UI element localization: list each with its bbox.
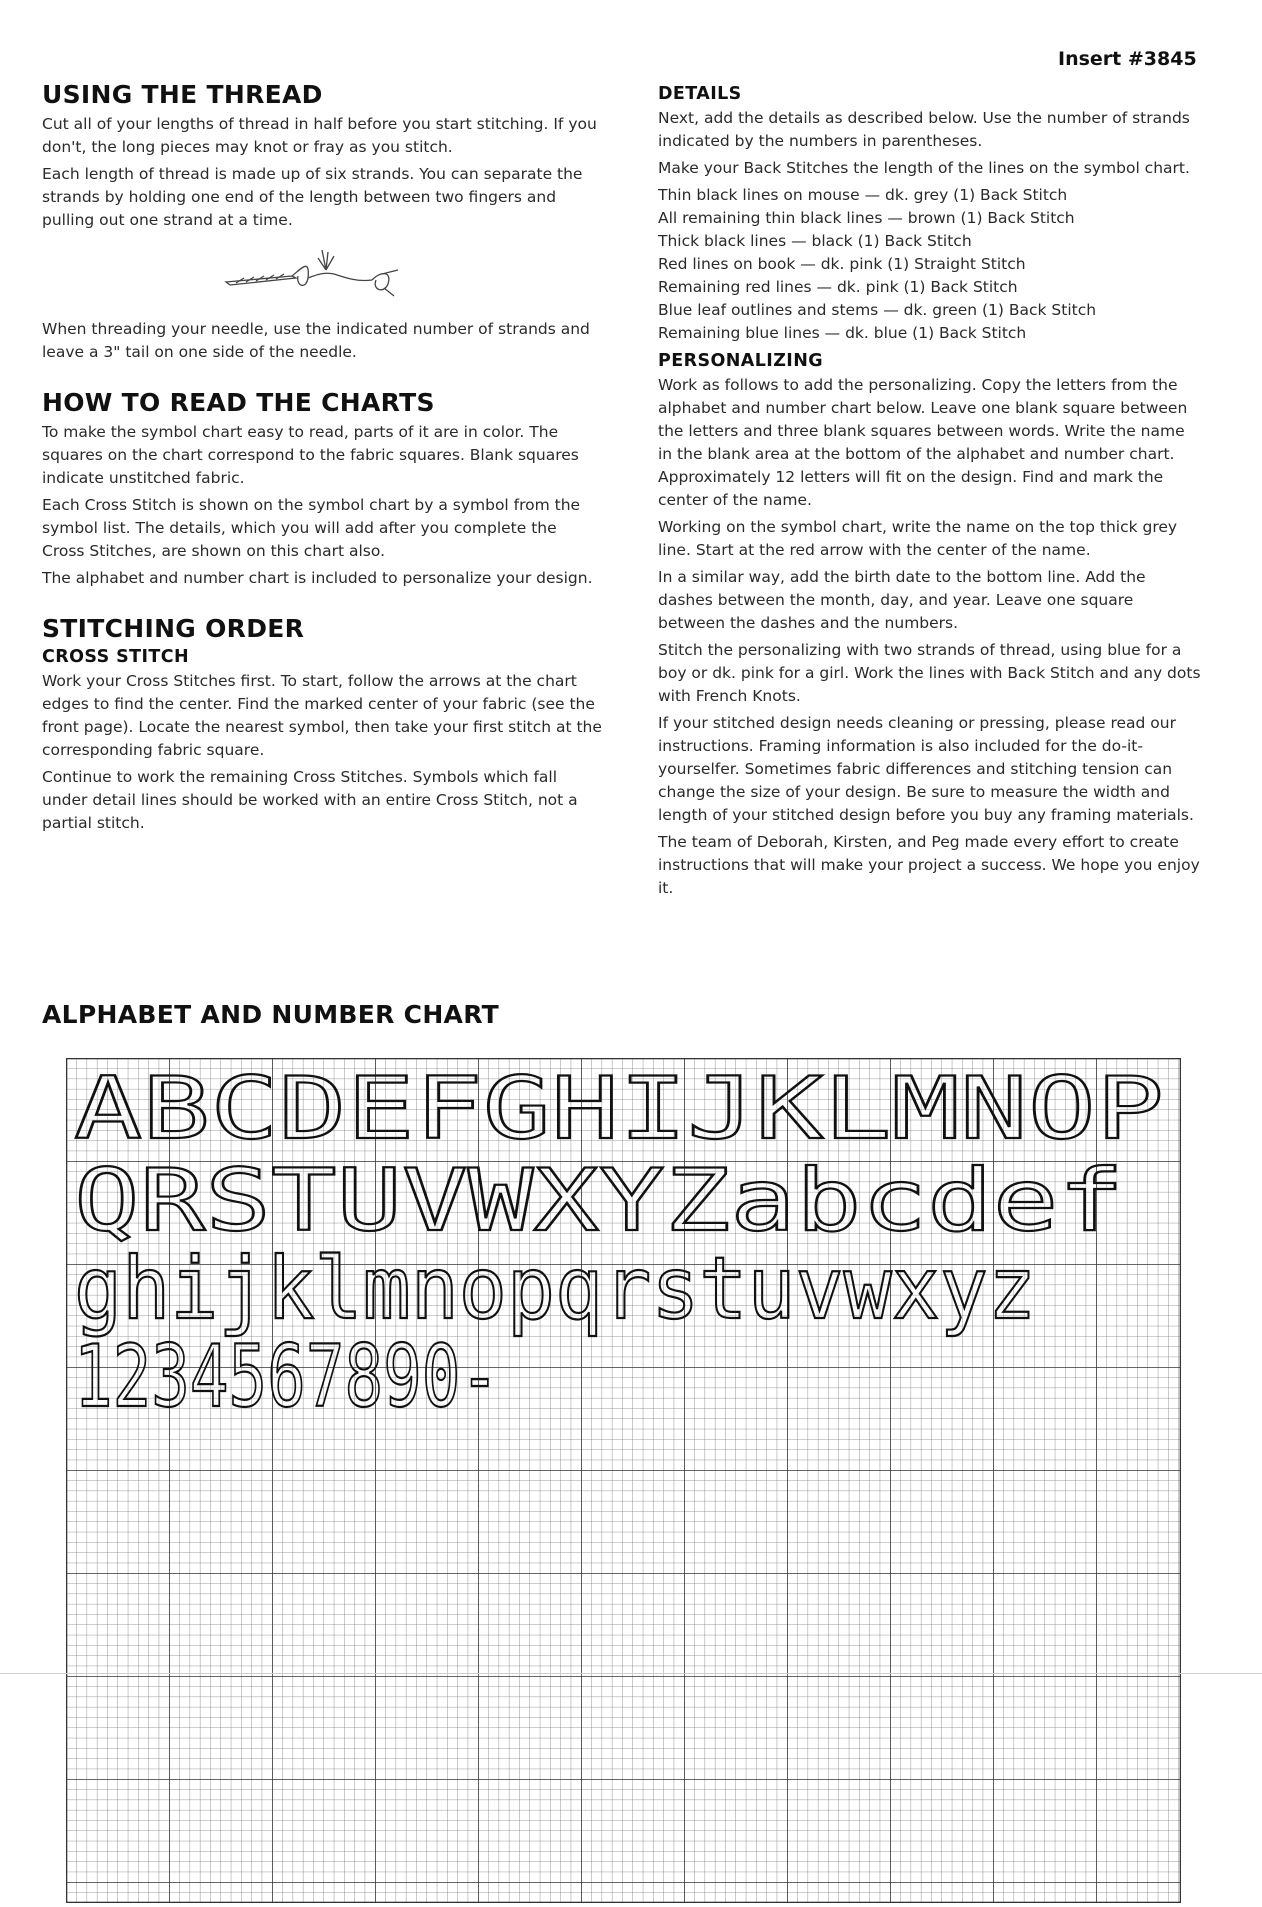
details-list	[658, 184, 1203, 345]
chart-row-lowercase: ghijklmnopqrstuvwxyz	[74, 1239, 1036, 1339]
read-charts-heading: HOW TO READ THE CHARTS	[42, 388, 435, 417]
alphabet-number-chart	[66, 1058, 1181, 1907]
details-item: Remaining red lines — dk. pink (1) Back Stitch	[658, 278, 1018, 296]
details-item: Blue leaf outlines and stems — dk. green (1) Back Stitch	[658, 301, 1097, 319]
chart-row-numbers: 1234567890-	[74, 1327, 499, 1427]
alphabet-chart-heading: ALPHABET AND NUMBER CHART	[42, 1000, 499, 1029]
right-column	[658, 84, 1203, 904]
personalizing-paragraph-5: If your stitched design needs cleaning or pressing, please read our instructions. Framing information is also included for the do-it-yourselfer. Sometimes fabric differences and stitching tension can change the size of your design. Be sure to measure the width and length of your stitched design before you buy any framing materials.	[658, 714, 1194, 824]
details-item: Red lines on book — dk. pink (1) Straight Stitch	[658, 255, 1026, 273]
charts-paragraph-2: Each Cross Stitch is shown on the symbol chart by a symbol from the symbol list. The details, which you will add after you complete the Cross Stitches, are shown on this chart also.	[42, 496, 581, 560]
details-item: Remaining blue lines — dk. blue (1) Back Stitch	[658, 324, 1027, 342]
details-item: Thick black lines — black (1) Back Stitch	[658, 232, 972, 250]
cross-paragraph-2: Continue to work the remaining Cross Stitches. Symbols which fall under detail lines should be worked with an entire Cross Stitch, not a partial stitch.	[42, 768, 578, 832]
chart-row-uppercase-2: QRSTUVWXYZabcdef	[74, 1151, 1124, 1251]
stitching-order-heading: STITCHING ORDER	[42, 614, 305, 643]
using-thread-heading: USING THE THREAD	[42, 80, 323, 109]
stitch-grid	[66, 1058, 1181, 1903]
cross-paragraph-1: Work your Cross Stitches first. To start, follow the arrows at the chart edges to find the center. Find the marked center of your fabric (see the front page). Locate the nearest symbol, then take your first stitch at the corresponding fabric square.	[42, 672, 602, 759]
personalizing-paragraph-4: Stitch the personalizing with two strands of thread, using blue for a boy or dk. pink for a girl. Work the lines with Back Stitch and any dots with French Knots.	[658, 641, 1201, 705]
left-column	[42, 80, 602, 839]
charts-paragraph-1: To make the symbol chart easy to read, parts of it are in color. The squares on the chart correspond to the fabric squares. Blank squares indicate unstitched fabric.	[42, 423, 579, 487]
personalizing-paragraph-2: Working on the symbol chart, write the name on the top thick grey line. Start at the red arrow with the center of the name.	[658, 518, 1178, 559]
thread-paragraph-1: Cut all of your lengths of thread in half before you start stitching. If you don't, the long pieces may knot or fray as you stitch.	[42, 115, 597, 156]
threaded-needle-illustration	[222, 240, 422, 310]
chart-row-uppercase-1: ABCDEFGHIJKLMNOP	[74, 1059, 1164, 1159]
personalizing-paragraph-6: The team of Deborah, Kirsten, and Peg made every effort to create instructions that will make your project a success. We hope you enjoy it.	[658, 833, 1200, 897]
charts-paragraph-3: The alphabet and number chart is included to personalize your design.	[42, 569, 593, 587]
personalizing-paragraph-3: In a similar way, add the birth date to the bottom line. Add the dashes between the month, day, and year. Leave one square between the dashes and the numbers.	[658, 568, 1146, 632]
thread-paragraph-3: When threading your needle, use the indicated number of strands and leave a 3" tail on one side of the needle.	[42, 320, 590, 361]
insert-number: Insert #3845	[1058, 48, 1197, 70]
page-bottom-edge	[0, 1673, 1262, 1674]
details-heading: DETAILS	[658, 84, 742, 104]
details-paragraph-1: Next, add the details as described below. Use the number of strands indicated by the numbers in parentheses.	[658, 109, 1190, 150]
thread-paragraph-2: Each length of thread is made up of six strands. You can separate the strands by holding one end of the length between two fingers and pulling out one strand at a time.	[42, 165, 583, 229]
details-item: All remaining thin black lines — brown (1) Back Stitch	[658, 209, 1075, 227]
details-item: Thin black lines on mouse — dk. grey (1) Back Stitch	[658, 186, 1068, 204]
personalizing-paragraph-1: Work as follows to add the personalizing. Copy the letters from the alphabet and number chart below. Leave one blank square between the letters and three blank squares between words. Write the name in the blank area at the bottom of the alphabet and number chart. Approximately 12 letters will fit on the design. Find and mark the center of the name.	[658, 376, 1188, 509]
details-paragraph-2: Make your Back Stitches the length of the lines on the symbol chart.	[658, 159, 1190, 177]
cross-stitch-subheading: CROSS STITCH	[42, 647, 189, 667]
personalizing-heading: PERSONALIZING	[658, 351, 823, 371]
